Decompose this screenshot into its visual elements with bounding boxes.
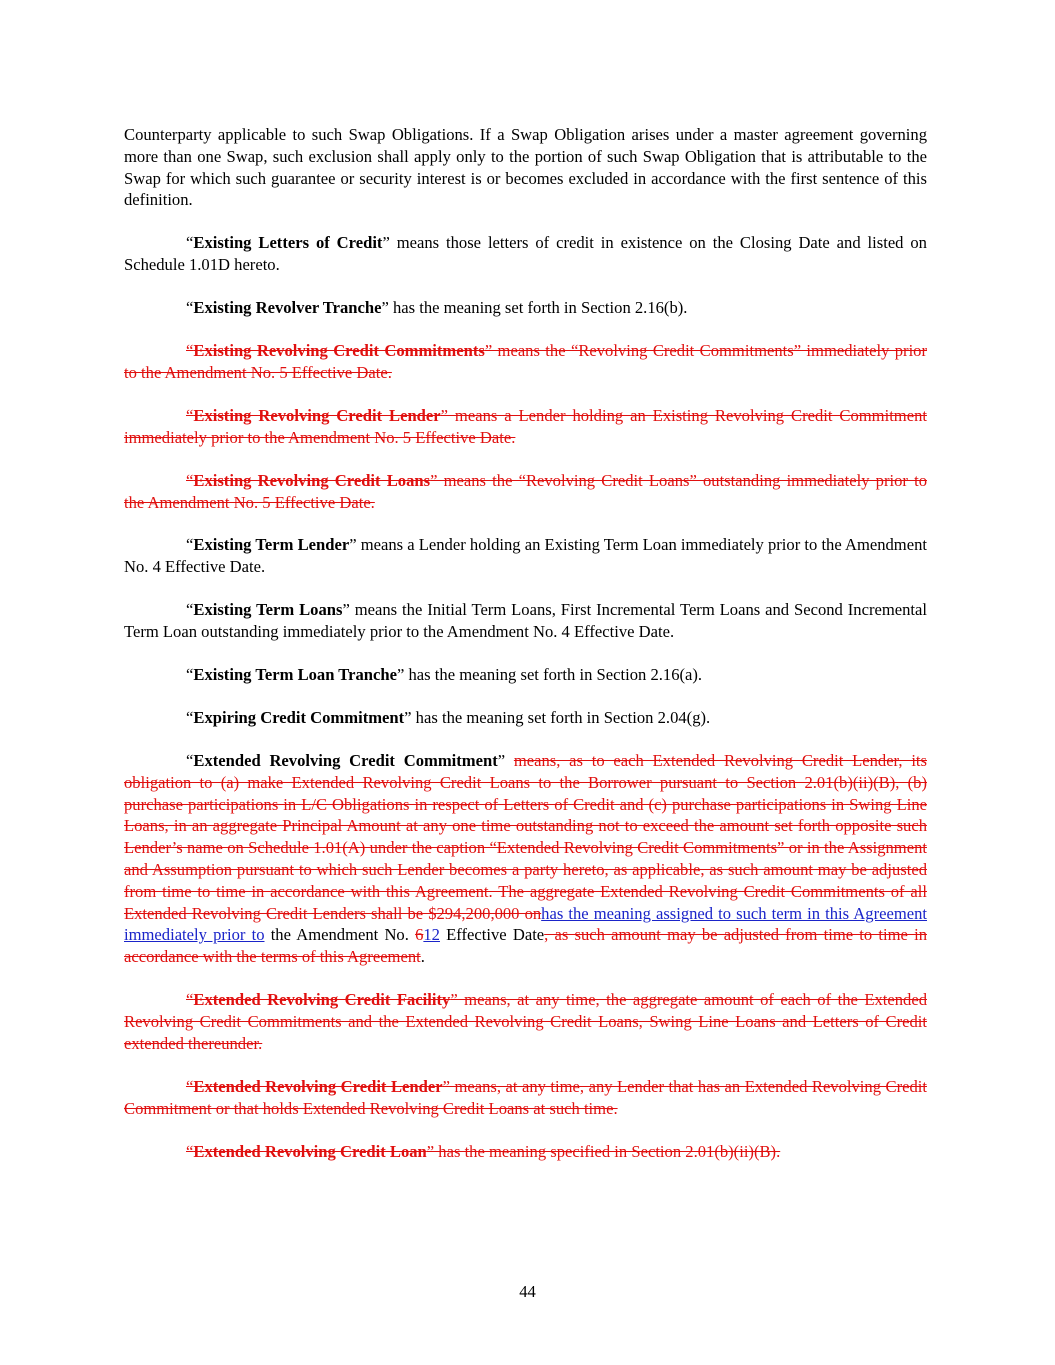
- open-quote: “: [186, 665, 194, 685]
- inserted-text: has the meaning assigned to such term in this Agreement immediately prior to: [124, 903, 928, 945]
- deleted-number: 6: [415, 925, 424, 945]
- definition-text: ” means those letters of credit in existence on the Closing Date and listed on Schedule 1.01D hereto.: [124, 233, 927, 275]
- open-quote: “: [186, 470, 194, 490]
- defined-term: Extended Revolving Credit Commitment: [193, 751, 498, 771]
- inserted-number: 12: [423, 925, 440, 945]
- open-quote: “: [186, 298, 194, 318]
- defined-term: Extended Revolving Credit Facility: [193, 990, 451, 1010]
- definition-text: ” means the “Revolving Credit Loans” outstanding immediately prior to the Amendment No. 5 Effective Date.: [124, 470, 927, 512]
- definition-text: ” means a Lender holding an Existing Term Loan immediately prior to the Amendment No. 4 Effective Date.: [124, 535, 927, 577]
- definition-existing-term-loan-tranche: [124, 664, 927, 686]
- definition-text: Effective Date: [439, 925, 545, 945]
- deleted-definition-extended-revolving-credit-facility: [124, 989, 927, 1054]
- defined-term: Existing Revolving Credit Loans: [193, 470, 431, 490]
- open-quote: “: [186, 405, 194, 425]
- definition-text: ” means a Lender holding an Existing Revolving Credit Commitment immediately prior to the Amendment No. 5 Effective Date.: [124, 405, 927, 447]
- defined-term: Extended Revolving Credit Loan: [193, 1141, 427, 1161]
- definition-existing-term-loans: [124, 599, 927, 643]
- close-quote: ”: [497, 751, 514, 771]
- definition-text: ” means, at any time, any Lender that has an Extended Revolving Credit Commitment or that holds Extended Revolving Credit Loans at such time.: [124, 1076, 927, 1118]
- defined-term: Extended Revolving Credit Lender: [193, 1076, 443, 1096]
- definition-text: ” has the meaning set forth in Section 2.16(b).: [381, 298, 688, 318]
- open-quote: “: [186, 600, 194, 620]
- open-quote: “: [186, 341, 194, 361]
- definition-text: the Amendment No.: [264, 925, 416, 945]
- definition-expiring-credit-commitment: [124, 707, 927, 729]
- definition-text: ” means the “Revolving Credit Commitments” immediately prior to the Amendment No. 5 Effective Date.: [124, 341, 928, 382]
- paragraph-continuation: [124, 124, 927, 211]
- deleted-text: means, as to each Extended Revolving Credit Lender, its obligation to (a) make Extended Revolving Credit Loans to the Borrower pursuant to Section 2.01(b)(ii)(B), (b) purchase participations in L/C Obligations in respect of Letters of Credit and (c) purchase participations in Swing Line Loans, in an aggregate Principal Amount at any one time outstanding not to exceed the amount set forth opposite such Lender’s name on Schedule 1.01(A) under the caption “Extended Revolving Credit Commitments” or in the Assignment and Assumption pursuant to which such Lender becomes a party hereto, as applicable, as such amount may be adjusted from time to time in accordance with this Agreement. The aggregate Extended Revolving Credit Commitments of all Extended Revolving Credit Lenders shall be $294,200,000 on: [124, 751, 927, 923]
- definition-text: ” has the meaning specified in Section 2.01(b)(ii)(B).: [426, 1141, 781, 1161]
- definition-existing-letters-of-credit: [124, 232, 927, 276]
- open-quote: “: [186, 990, 194, 1010]
- defined-term: Expiring Credit Commitment: [193, 708, 405, 728]
- paragraph-text: Counterparty applicable to such Swap Obligations. If a Swap Obligation arises under a master agreement governing more than one Swap, such exclusion shall apply only to the portion of such Swap Obligation that is attributable to the Swap for which such guarantee or security interest is or becomes excluded in accordance with the first sentence of this definition.: [124, 125, 927, 210]
- open-quote: “: [186, 1076, 194, 1096]
- definition-text: ” means the Initial Term Loans, First Incremental Term Loans and Second Incremental Term Loan outstanding immediately prior to the Amendment No. 4 Effective Date.: [124, 600, 927, 642]
- deleted-definition-existing-revolving-credit-lender: [124, 405, 927, 449]
- defined-term: Existing Term Lender: [193, 535, 350, 555]
- deleted-text: , as such amount may be adjusted from time to time in accordance with the terms of this Agreement: [124, 925, 927, 967]
- deleted-definition-existing-revolving-credit-commitments: [124, 340, 927, 384]
- definition-text: ” has the meaning set forth in Section 2.16(a).: [397, 665, 703, 685]
- definition-extended-revolving-credit-commitment: [124, 750, 927, 968]
- deleted-definition-existing-revolving-credit-loans: [124, 470, 927, 514]
- defined-term: Existing Revolving Credit Commitments: [193, 341, 485, 361]
- open-quote: “: [186, 708, 194, 728]
- open-quote: “: [186, 1141, 194, 1161]
- open-quote: “: [186, 751, 194, 771]
- definition-text: ” has the meaning set forth in Section 2.04(g).: [404, 708, 711, 728]
- document-page: [124, 124, 927, 1184]
- definition-existing-term-lender: [124, 534, 927, 578]
- defined-term: Existing Revolving Credit Lender: [193, 405, 441, 425]
- defined-term: Existing Revolver Tranche: [193, 298, 382, 318]
- open-quote: “: [186, 535, 194, 555]
- deleted-definition-extended-revolving-credit-lender: [124, 1076, 927, 1120]
- definition-existing-revolver-tranche: [124, 297, 927, 319]
- defined-term: Existing Term Loans: [193, 600, 343, 620]
- period: .: [420, 947, 425, 967]
- defined-term: Existing Term Loan Tranche: [193, 665, 397, 685]
- page-number: 44: [519, 1282, 536, 1301]
- open-quote: “: [186, 233, 194, 253]
- definition-text: ” means, at any time, the aggregate amount of each of the Extended Revolving Credit Commitments and the Extended Revolving Credit Loans, Swing Line Loans and Letters of Credit extended thereunder.: [124, 990, 927, 1053]
- deleted-definition-extended-revolving-credit-loan: [124, 1141, 927, 1163]
- defined-term: Existing Letters of Credit: [193, 233, 383, 253]
